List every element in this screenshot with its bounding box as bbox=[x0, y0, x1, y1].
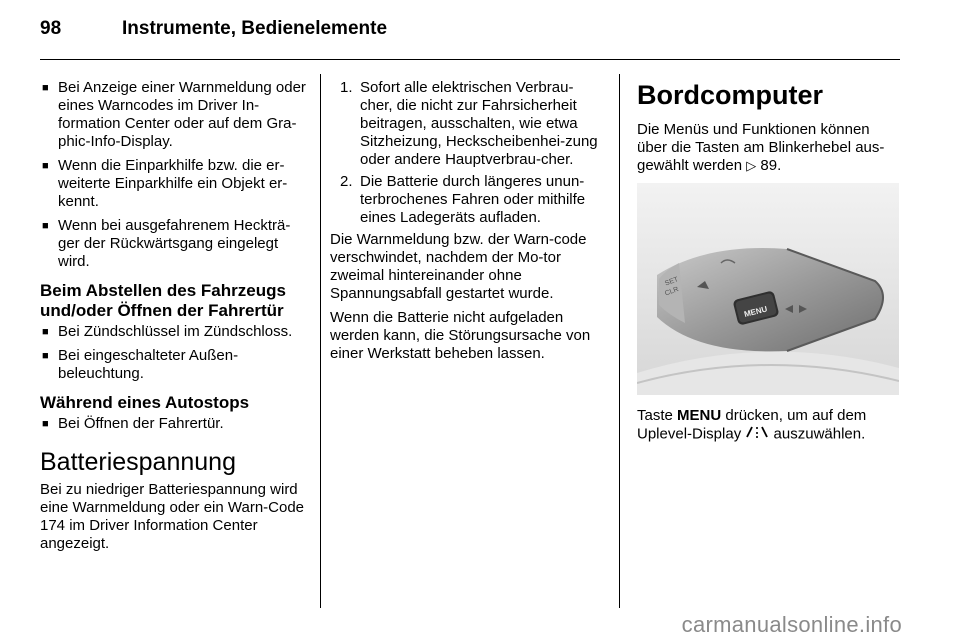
caption-pre: Taste bbox=[637, 407, 673, 424]
figure-caption bbox=[637, 407, 903, 444]
list-item: ■ Wenn bei ausgefahrenem Heckträ-ger der Rückwärtsgang eingelegt wird. bbox=[40, 217, 306, 271]
step-number: 1. bbox=[340, 79, 353, 96]
column-3 bbox=[637, 79, 903, 450]
clr-label: CLR bbox=[664, 286, 680, 298]
paragraph-warning-clear: Die Warnmeldung bzw. der Warn-code verschwindet, nachdem der Mo-tor zweimal hintereinander ohne Spannungsabfall gestartet wurde. bbox=[330, 231, 587, 302]
caption-menu-word: MENU bbox=[677, 407, 722, 424]
step-number: 2. bbox=[340, 173, 353, 190]
page-reference: 89. bbox=[760, 157, 782, 174]
section-title-bordcomputer: Bordcomputer bbox=[637, 80, 824, 110]
lever-illustration bbox=[637, 183, 899, 395]
numbered-steps bbox=[330, 79, 602, 227]
battery-text: Bei zu niedriger Batteriespannung wird eine Warnmeldung oder ein Warn-Code 174 im Driver Information Center angezeigt. bbox=[40, 481, 305, 552]
list-item bbox=[330, 79, 602, 169]
list-item: ■ Bei Zündschlüssel im Zündschloss. bbox=[40, 323, 306, 341]
list-item: ■ Wenn die Einparkhilfe bzw. die er-weiterte Einparkhilfe ein Objekt er-kennt. bbox=[40, 157, 306, 211]
step-text: Die Batterie durch längeres unun-terbrochenes Fahren oder mithilfe eines Ladegeräts aufladen. bbox=[360, 173, 586, 226]
subheading-parking: Beim Abstellen des Fahrzeugs und/oder Öffnen der Fahrertür bbox=[40, 281, 286, 320]
bullet-list-mid bbox=[40, 323, 306, 383]
header-rule bbox=[40, 59, 900, 60]
bullet-list-bottom bbox=[40, 415, 306, 433]
list-item bbox=[330, 173, 602, 227]
column-divider-1 bbox=[320, 74, 321, 608]
paragraph-workshop: Wenn die Batterie nicht aufgeladen werden kann, die Störungsursache von einer Werkstatt beheben lassen. bbox=[330, 309, 591, 362]
subheading-autostop: Während eines Autostops bbox=[40, 393, 250, 412]
column-2 bbox=[330, 79, 602, 369]
intro-text: Die Menüs und Funktionen können über die Tasten am Blinkerhebel aus-gewählt werden bbox=[637, 121, 885, 174]
bordcomputer-intro bbox=[637, 121, 903, 175]
section-title-battery: Batteriespannung bbox=[40, 448, 236, 476]
list-item: ■ Bei Anzeige einer Warnmeldung oder eines Warncodes im Driver In-formation Center oder auf dem Gra-phic-Info-Display. bbox=[40, 79, 306, 151]
watermark: carmanualsonline.info bbox=[681, 612, 902, 637]
menu-button-label: MENU bbox=[743, 304, 769, 319]
caption-post: auszuwählen. bbox=[773, 425, 866, 443]
set-label: SET bbox=[664, 276, 680, 288]
running-title: Instrumente, Bedienelemente bbox=[122, 18, 388, 39]
bullet-list-top bbox=[40, 79, 306, 271]
uplevel-display-icon bbox=[745, 425, 769, 444]
column-divider-2 bbox=[619, 74, 620, 608]
turn-signal-lever-figure bbox=[637, 183, 899, 395]
triangle-right-icon: ▷ bbox=[746, 158, 757, 173]
list-item: ■ Bei Öffnen der Fahrertür. bbox=[40, 415, 306, 433]
step-text: Sofort alle elektrischen Verbrau-cher, die nicht zur Fahrsicherheit beitragen, ausschalten, wie etwa Sitzheizung, Heckscheibenhei-zung oder andere Hauptverbrau-cher. bbox=[360, 79, 598, 168]
column-1 bbox=[40, 79, 306, 559]
page-number: 98 bbox=[40, 18, 62, 39]
list-item: ■ Bei eingeschalteter Außen-beleuchtung. bbox=[40, 347, 306, 383]
caption-mid: drücken, um auf dem Uplevel-Display bbox=[637, 407, 867, 443]
